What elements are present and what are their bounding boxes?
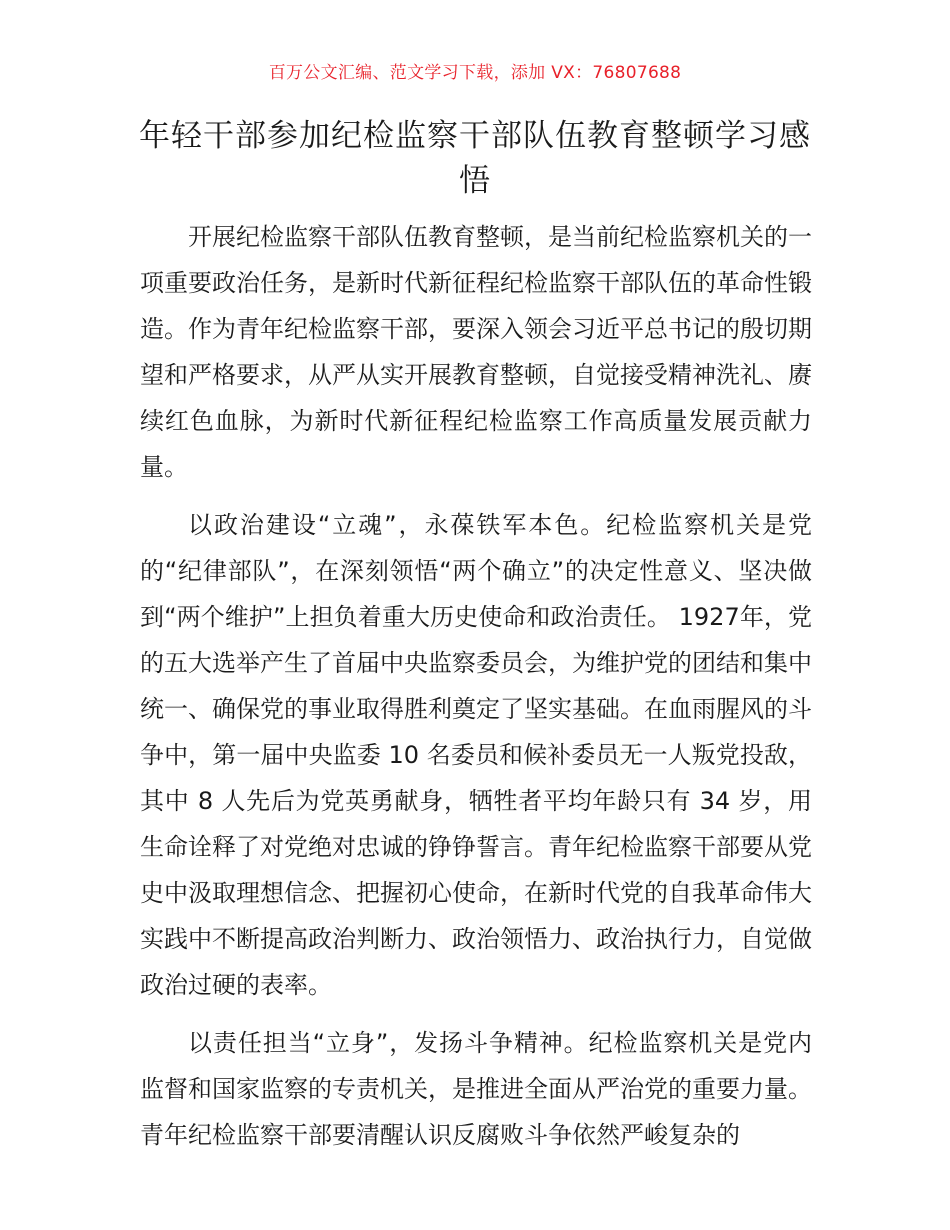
paragraph: 以责任担当“立身”，发扬斗争精神。纪检监察机关是党内监督和国家监察的专责机关，是推进全面从严治党的重要力量。青年纪检监察干部要清醒认识反腐败斗争依然严峻复杂的 <box>140 1029 812 1149</box>
document-title: 年轻干部参加纪检监察干部队伍教育整顿学习感悟 <box>139 118 811 199</box>
paragraph: 开展纪检监察干部队伍教育整顿，是当前纪检监察机关的一项重要政治任务，是新时代新征程纪检监察干部队伍的革命性锻造。作为青年纪检监察干部，要深入领会习近平总书记的殷切期望和严格要求，从严从实开展教育整顿，自觉接受精神洗礼、赓续红色血脉，为新时代新征程纪检监察工作高质量发展贡献力量。 <box>140 223 812 481</box>
document-body <box>140 214 812 1170</box>
header-watermark-note: 百万公文汇编、范文学习下载，添加 VX：76807688 <box>268 63 682 83</box>
paragraph: 以政治建设“立魂”，永葆铁军本色。纪检监察机关是党的“纪律部队”，在深刻领悟“两个确立”的决定性意义、坚决做到“两个维护”上担负着重大历史使命和政治责任。 1927年，党的五大选举产生了首届中央监察委员会，为维护党的团结和集中统一、确保党的事业取得胜利奠定了坚实基础。在血雨腥风的斗争中，第一届中央监委 10 名委员和候补委员无一人叛党投敌，其中 8 人先后为党英勇献身，牺牲者平均年龄只有 34 岁，用生命诠释了对党绝对忠诚的铮铮誓言。青年纪检监察干部要从党史中汲取理想信念、把握初心使命，在新时代党的自我革命伟大实践中不断提高政治判断力、政治领悟力、政治执行力，自觉做政治过硬的表率。 <box>140 511 812 999</box>
